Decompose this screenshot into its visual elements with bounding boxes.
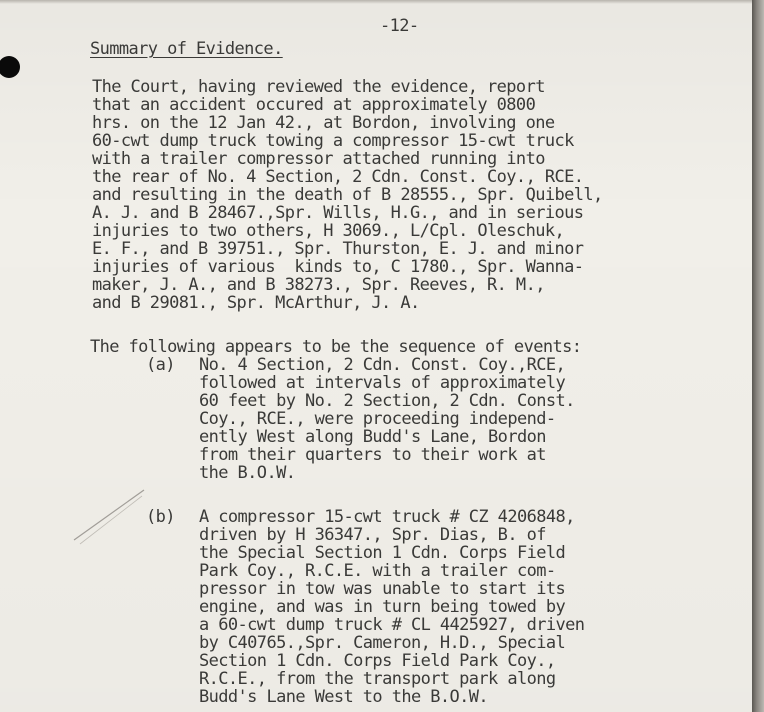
text-line: injuries of various kinds to, C 1780., Spr. Wanna- bbox=[92, 257, 584, 277]
text-line: that an accident occured at approximately 0800 bbox=[92, 95, 536, 115]
text-line: driven by H 36347., Spr. Dias, B. of bbox=[199, 525, 546, 545]
text-line: 60-cwt dump truck towing a compressor 15-cwt truck bbox=[92, 131, 574, 151]
text-line: ently West along Budd's Lane, Bordon bbox=[199, 427, 546, 447]
text-line: R.C.E., from the transport park along bbox=[199, 669, 556, 689]
text-line: the Special Section 1 Cdn. Corps Field bbox=[199, 543, 566, 563]
text-line: A compressor 15-cwt truck # CZ 4206848, bbox=[199, 507, 575, 527]
text-line: and resulting in the death of B 28555., Spr. Quibell, bbox=[92, 185, 603, 205]
text-line: A. J. and B 28467.,Spr. Wills, H.G., and in serious bbox=[92, 203, 584, 223]
text-line: the B.O.W. bbox=[199, 463, 296, 483]
pencil-mark bbox=[68, 488, 148, 548]
text-line: Coy., RCE., were proceeding independ- bbox=[199, 409, 556, 429]
text-line: injuries to two others, H 3069., L/Cpl. Oleschuk, bbox=[92, 221, 565, 241]
text-line: engine, and was in turn being towed by bbox=[199, 597, 566, 617]
text-line: followed at intervals of approximately bbox=[199, 373, 566, 393]
text-line: the rear of No. 4 Section, 2 Cdn. Const. Coy., RCE. bbox=[92, 167, 584, 187]
text-line: Budd's Lane West to the B.O.W. bbox=[199, 687, 489, 707]
text-line: a 60-cwt dump truck # CL 4425927, driven bbox=[199, 615, 585, 635]
text-line: from their quarters to their work at bbox=[199, 445, 546, 465]
text-line: with a trailer compressor attached running into bbox=[92, 149, 545, 169]
text-line: Park Coy., R.C.E. with a trailer com- bbox=[199, 561, 556, 581]
punch-hole bbox=[0, 56, 20, 78]
page-top-edge bbox=[0, 0, 752, 4]
item-label: (b) bbox=[146, 507, 175, 527]
section-heading: Summary of Evidence. bbox=[90, 39, 283, 59]
text-line: by C40765.,Spr. Cameron, H.D., Special bbox=[199, 633, 566, 653]
sequence-intro: The following appears to be the sequence of events: bbox=[90, 337, 582, 357]
text-line: Section 1 Cdn. Corps Field Park Coy., bbox=[199, 651, 556, 671]
text-line: The Court, having reviewed the evidence, report bbox=[92, 77, 545, 97]
text-line: 60 feet by No. 2 Section, 2 Cdn. Const. bbox=[199, 391, 575, 411]
text-line: hrs. on the 12 Jan 42., at Bordon, involving one bbox=[92, 113, 555, 133]
text-line: pressor in tow was unable to start its bbox=[199, 579, 566, 599]
page-number: -12- bbox=[380, 16, 419, 36]
text-line: and B 29081., Spr. McArthur, J. A. bbox=[92, 293, 420, 313]
text-line: E. F., and B 39751., Spr. Thurston, E. J. and minor bbox=[92, 239, 584, 259]
text-line: maker, J. A., and B 38273., Spr. Reeves, R. M., bbox=[92, 275, 545, 295]
text-line: No. 4 Section, 2 Cdn. Const. Coy.,RCE, bbox=[199, 355, 566, 375]
page-edge-shadow bbox=[752, 0, 764, 712]
item-label: (a) bbox=[146, 355, 175, 375]
